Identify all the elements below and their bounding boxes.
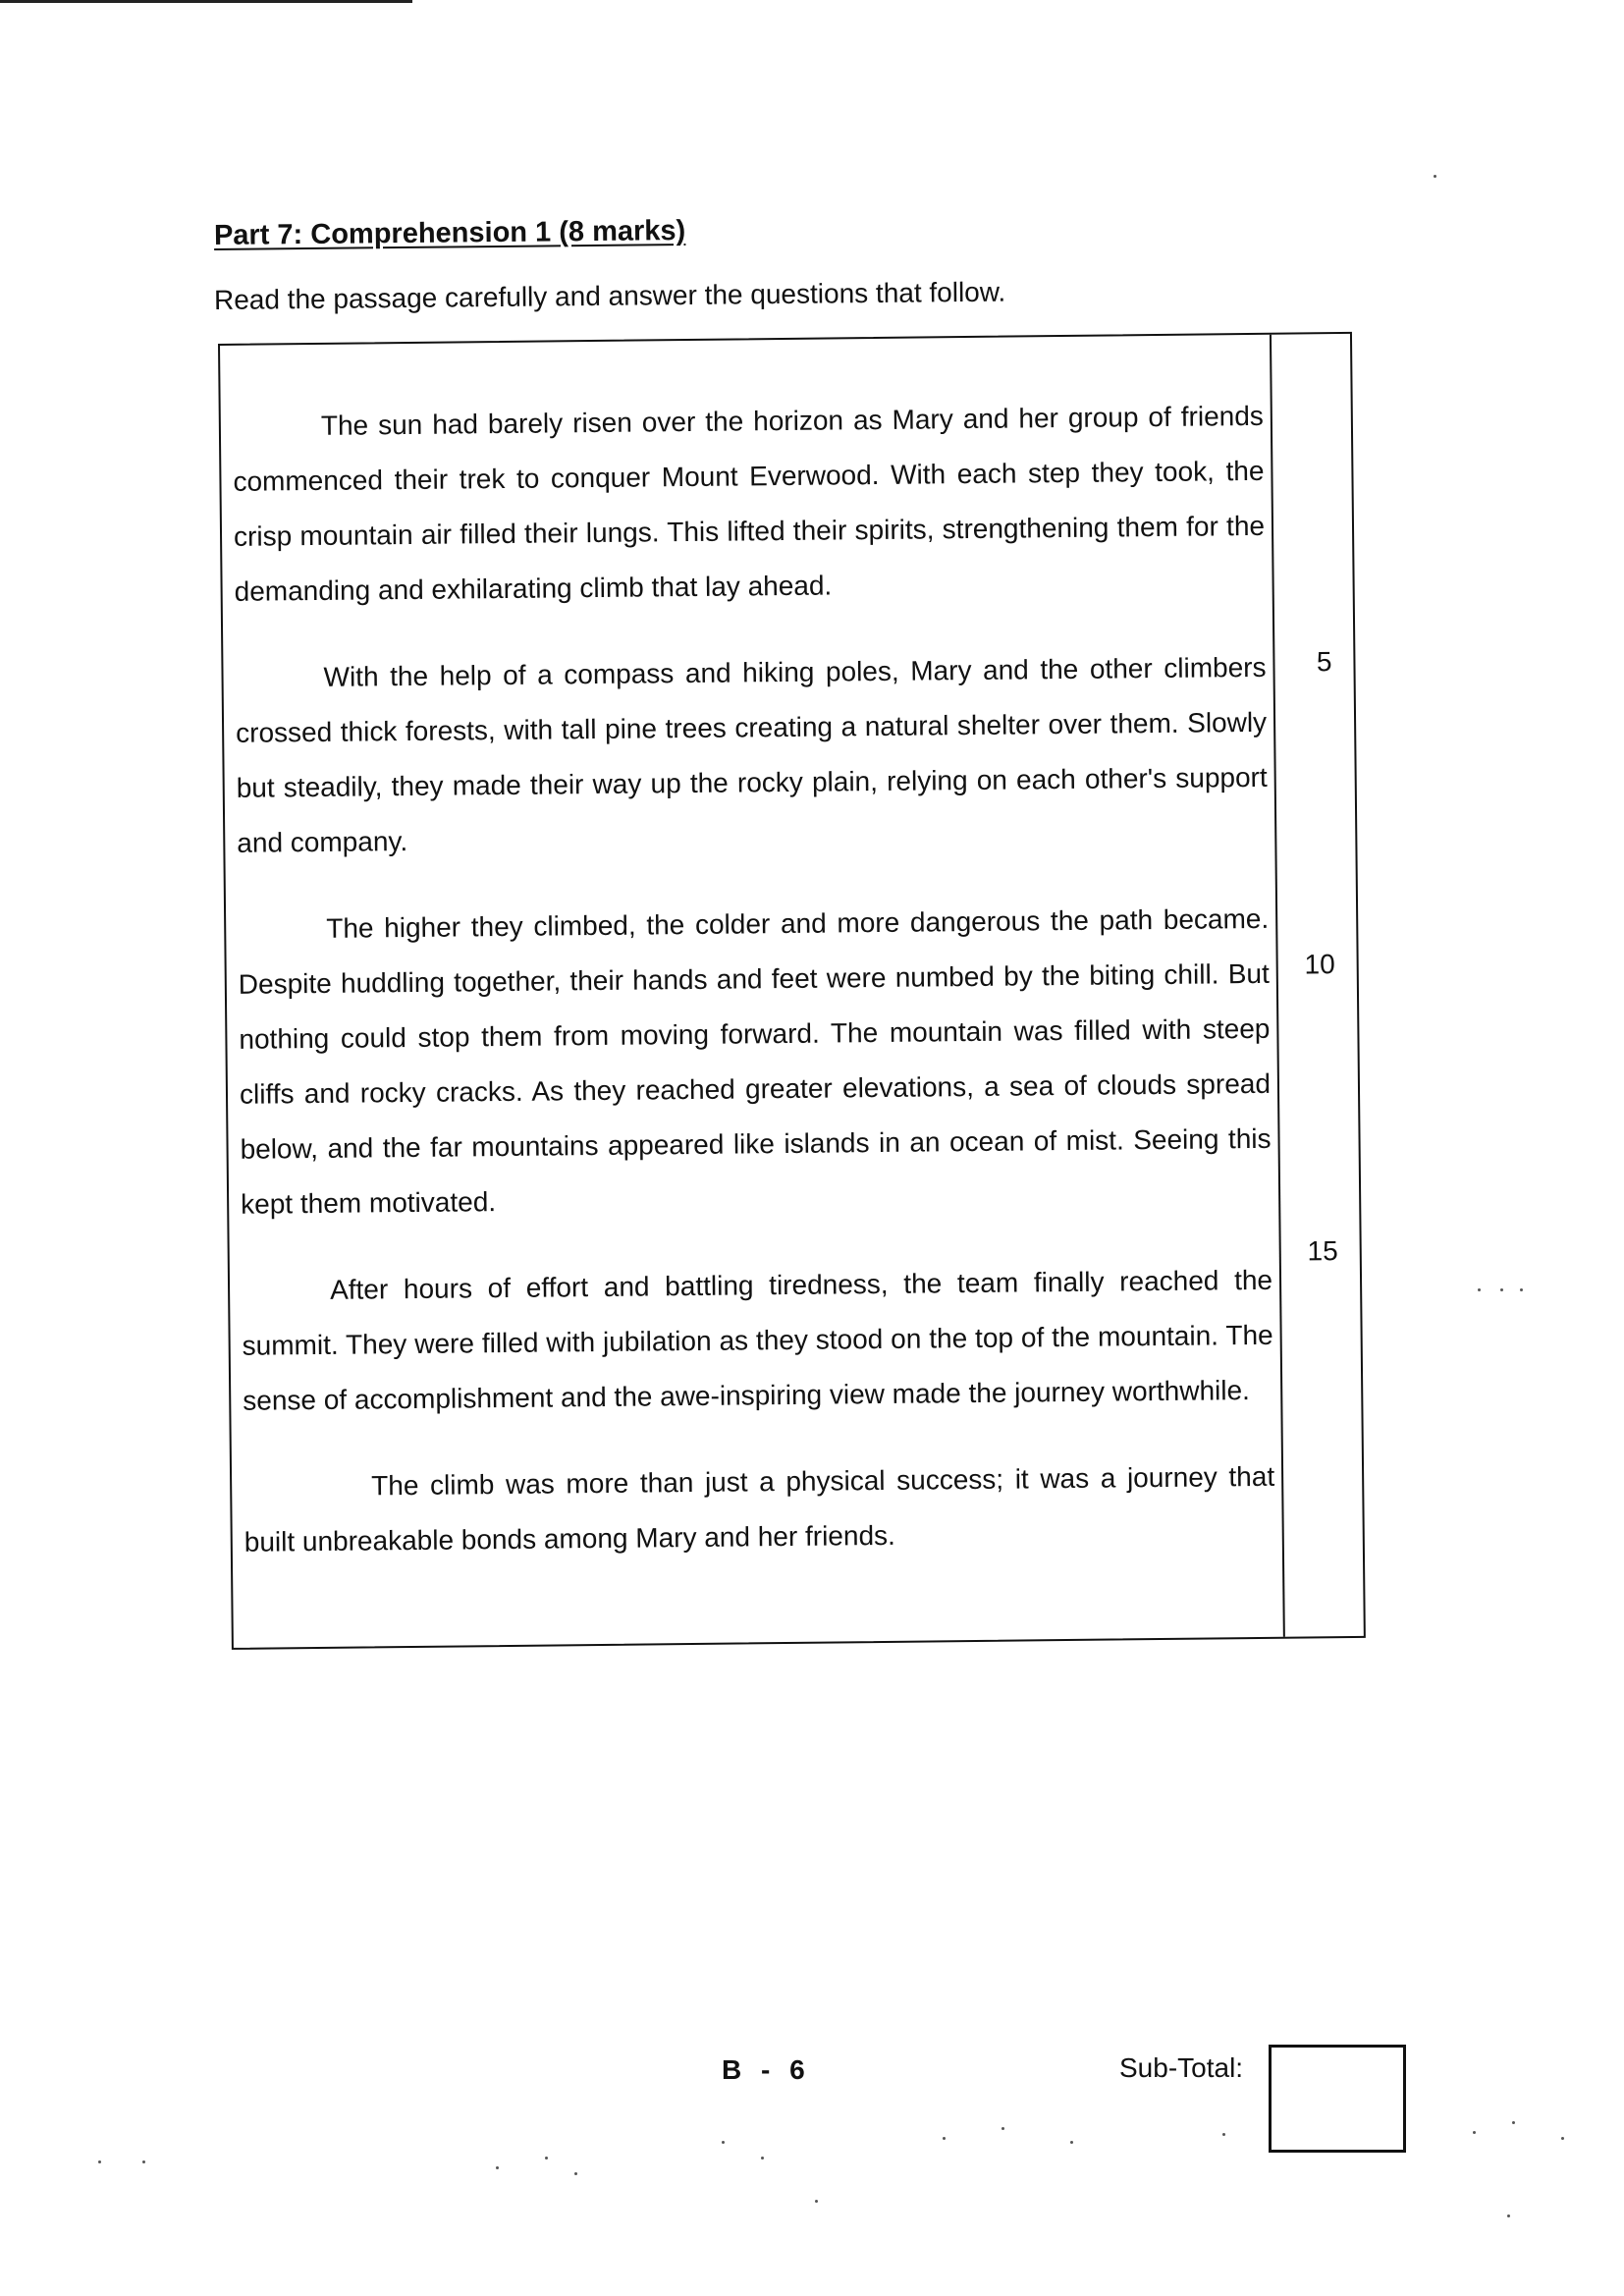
scan-speck	[815, 2200, 818, 2203]
subtotal-box[interactable]	[1269, 2045, 1406, 2153]
subtotal-label: Sub-Total:	[1119, 2052, 1244, 2083]
scan-speck	[1222, 2133, 1225, 2136]
scan-speck	[1507, 2214, 1510, 2217]
passage-text	[233, 389, 1276, 1602]
line-number-10: 10	[1304, 949, 1335, 980]
scan-speck	[1561, 2137, 1564, 2140]
scan-speck	[1478, 1288, 1481, 1291]
line-number-column	[1270, 334, 1364, 1637]
scan-speck	[1520, 1288, 1523, 1291]
scan-speck	[761, 2157, 764, 2159]
scan-speck	[1473, 2131, 1476, 2134]
scan-speck	[1512, 2121, 1515, 2124]
scan-speck	[496, 2166, 499, 2169]
scan-speck	[1434, 175, 1436, 178]
scan-speck	[142, 2160, 145, 2163]
passage-paragraph-5: The climb was more than just a physical success; it was a journey that built unbreakable bonds among Mary and her friends.	[244, 1460, 1275, 1558]
scan-speck	[943, 2137, 946, 2140]
scan-speck	[1001, 2127, 1004, 2130]
line-number-5: 5	[1316, 646, 1332, 678]
passage-box	[218, 332, 1366, 1650]
scan-speck	[1070, 2141, 1073, 2144]
passage-paragraph-4: After hours of effort and battling tiredness, the team finally reached the summit. They were filled with jubilation as they stood on the top of the mountain. The sense of accomplishment and the awe-inspiring view made the journey worthwhile.	[242, 1264, 1273, 1416]
passage-paragraph-3: The higher they climbed, the colder and more dangerous the path became. Despite huddling together, their hands and feet were numbed by the biting chill. But nothing could stop them from moving forward. The mountain was filled with steep cliffs and rocky cracks. As they reached greater elevations, a sea of clouds spread below, and the far mountains appeared like islands in an ocean of mist. Seeing this kept them motivated.	[238, 902, 1272, 1220]
scan-speck	[722, 2141, 725, 2144]
passage-paragraph-1: The sun had barely risen over the horizon as Mary and her group of friends commenced their trek to conquer Mount Everwood. With each step they took, the crisp mountain air filled their lungs. This lifted their spirits, strengthening them for the demanding and exhilarating climb that lay ahead.	[233, 400, 1266, 607]
scan-speck	[545, 2157, 548, 2159]
instruction-text: Read the passage carefully and answer the questions that follow.	[213, 276, 1006, 315]
scan-speck	[1500, 1288, 1503, 1291]
line-number-15: 15	[1307, 1235, 1338, 1267]
passage-paragraph-2: With the help of a compass and hiking poles, Mary and the other climbers crossed thick forests, with tall pine trees creating a natural shelter over them. Slowly but steadily, they made their way up the rocky plain, relying on each other's support and company.	[235, 651, 1268, 858]
top-border-rule	[0, 0, 412, 3]
page-number: B - 6	[722, 2054, 811, 2085]
section-title: Part 7: Comprehension 1 (8 marks)	[213, 214, 686, 251]
scan-speck	[574, 2172, 577, 2175]
scan-speck	[98, 2160, 101, 2163]
